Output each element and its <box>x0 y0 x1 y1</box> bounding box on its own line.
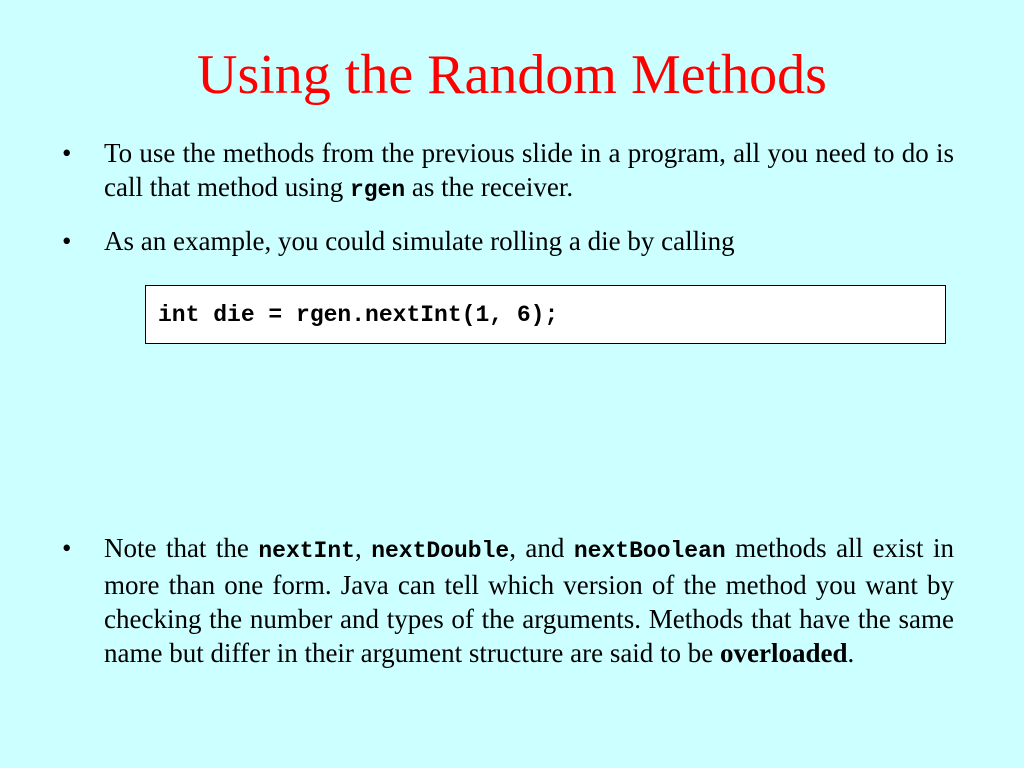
bullet-receiver <box>62 136 954 207</box>
slide-title: Using the Random Methods <box>197 44 827 106</box>
bullet-text-part: as the receiver. <box>405 172 574 202</box>
bullet-marker: • <box>62 533 72 563</box>
bullet-text <box>104 531 954 670</box>
bullet-text-part: To use the methods from the previous slide in a program, all you need to do is call that method using <box>104 138 954 202</box>
code-example-box <box>145 285 946 344</box>
term-overloaded: overloaded <box>720 638 848 668</box>
bullet-marker: • <box>62 138 72 168</box>
code-example: int die = rgen.nextInt(1, 6); <box>158 302 559 328</box>
bullet-example <box>62 224 954 258</box>
code-nextboolean: nextBoolean <box>573 538 726 564</box>
bullet-text-part: methods all exist in more than one form. Java can tell which version of the method you want by checking the number and types of the arguments. Methods that have the same name but differ in their argument structure are said to be <box>104 533 955 668</box>
bullet-text <box>104 136 954 207</box>
bullet-marker: • <box>62 226 72 256</box>
code-nextint: nextInt <box>258 538 355 564</box>
bullet-text-part: Note that the <box>104 533 259 563</box>
bullet-text: As an example, you could simulate rolling a die by calling <box>104 226 735 256</box>
bullet-text-part: , <box>354 533 372 563</box>
bullet-overloading <box>62 531 954 670</box>
code-nextdouble: nextDouble <box>371 538 510 564</box>
bullet-text-part: . <box>847 638 855 668</box>
code-rgen: rgen <box>349 177 406 203</box>
bullet-text-part: , and <box>509 533 574 563</box>
